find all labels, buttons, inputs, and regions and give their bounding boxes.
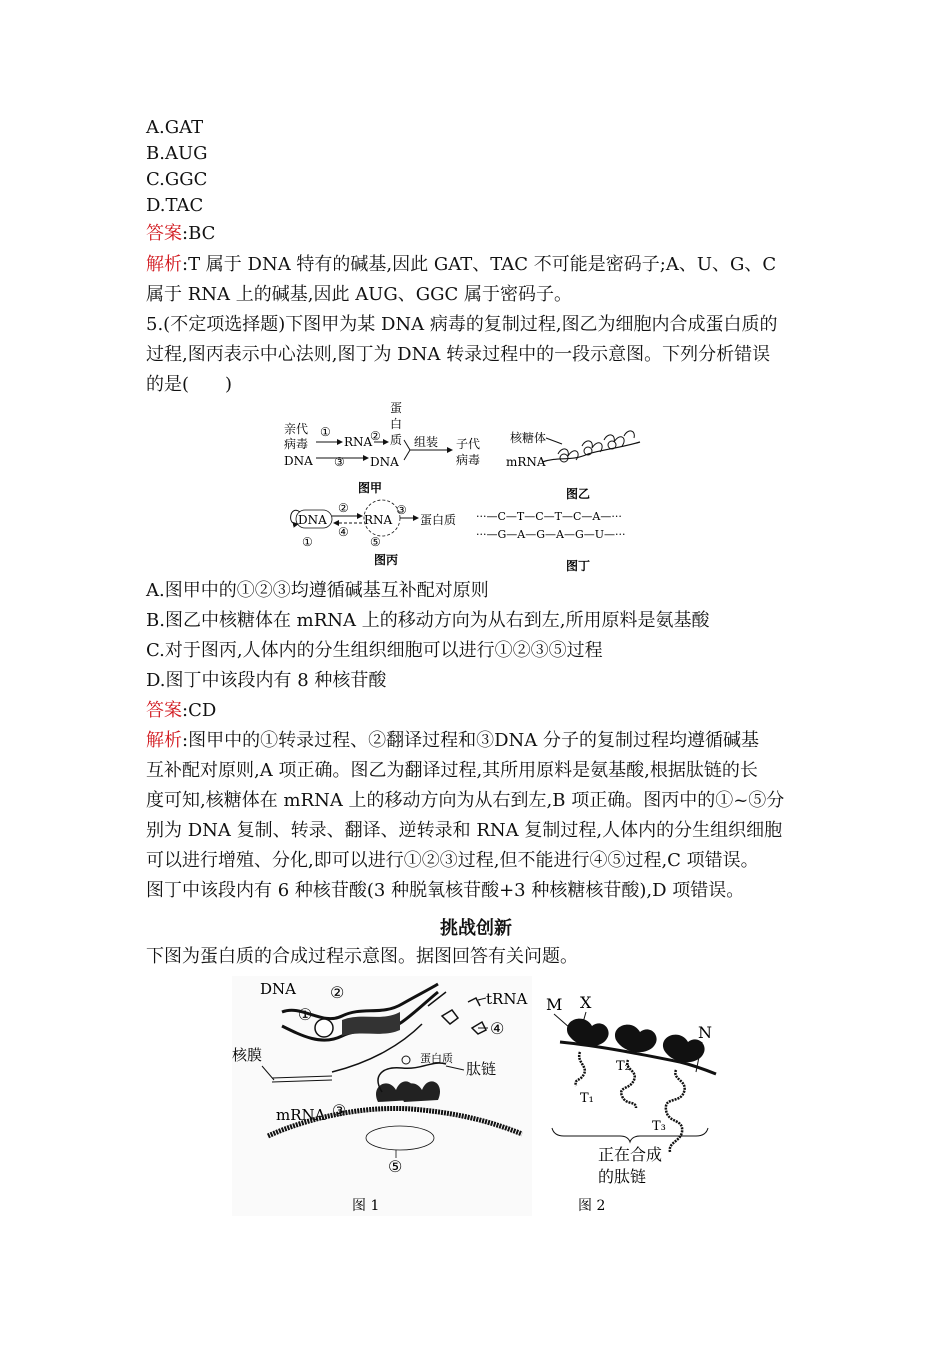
answer-value: :CD	[182, 700, 217, 721]
protein-label: 蛋白质	[420, 1052, 453, 1065]
peptide-t1	[576, 1052, 585, 1086]
number-2: ②	[330, 983, 345, 1002]
answer-value: :BC	[182, 223, 216, 244]
analysis-line: 别为 DNA 复制、转录、翻译、逆转录和 RNA 复制过程,人体内的分生组织细胞	[146, 820, 783, 841]
brace	[552, 1128, 708, 1142]
figure-1	[232, 976, 532, 1216]
option-d: D.图丁中该段内有 8 种核苷酸	[146, 670, 387, 691]
nuclear-membrane-label: 核膜	[232, 1046, 263, 1064]
assemble-label: 组装	[414, 435, 439, 449]
dna-label: DNA	[298, 513, 327, 527]
t2-label: T₂	[616, 1059, 630, 1074]
trna-label: tRNA	[486, 990, 528, 1008]
section-heading: 挑战创新	[440, 918, 512, 939]
protein-label: 白	[390, 417, 403, 431]
analysis-line: 可以进行增殖、分化,即可以进行①②③过程,但不能进行④⑤过程,C 项错误。	[146, 850, 759, 871]
x-label: X	[580, 993, 592, 1012]
figure-caption: 图丁	[566, 559, 591, 573]
m-label: M	[546, 995, 563, 1014]
number-3: ③	[332, 1101, 347, 1120]
rna-label: RNA	[364, 513, 393, 527]
figure-caption: 图 2	[578, 1198, 606, 1214]
pointer-line	[546, 438, 562, 444]
analysis-label: 解析	[146, 730, 182, 751]
answer-label: 答案	[146, 700, 182, 721]
offspring-virus-label: 子代	[456, 437, 481, 451]
peptide-being-synthesized-label: 正在合成	[598, 1145, 663, 1164]
process-1-number: ①	[320, 425, 331, 439]
process-2-number: ②	[370, 429, 381, 443]
question-stem: 的是( )	[146, 374, 233, 395]
q5-figure	[270, 396, 690, 576]
answer-label: 答案	[146, 223, 182, 244]
answer-line	[146, 223, 215, 245]
analysis-text: :图甲中的①转录过程、②翻译过程和③DNA 分子的复制过程均遵循碱基	[182, 730, 759, 751]
protein-label: 蛋白质	[420, 513, 457, 527]
t1-label: T₁	[580, 1091, 594, 1106]
protein-label: 质	[390, 433, 403, 447]
option-c: C.GGC	[146, 169, 208, 190]
peptide-label: 肽链	[466, 1060, 497, 1078]
question-stem: 5.(不定项选择题)下图甲为某 DNA 病毒的复制过程,图乙为细胞内合成蛋白质的	[146, 314, 778, 335]
protein-label: 蛋	[390, 401, 403, 415]
ribosome-label: 核糖体	[510, 431, 547, 445]
process-1-number: ①	[302, 535, 313, 549]
mrna-strand	[542, 442, 640, 462]
ribosome-2	[615, 1025, 657, 1053]
number-5: ⑤	[388, 1157, 403, 1176]
figure-caption: 图 1	[352, 1198, 380, 1214]
dna-label: DNA	[370, 455, 399, 469]
process-2-number: ②	[338, 501, 349, 515]
number-1: ①	[298, 1005, 313, 1024]
dna-label: DNA	[260, 980, 296, 998]
figure-caption: 图丙	[374, 553, 399, 567]
analysis-line	[146, 730, 759, 752]
rna-polymerase	[315, 1019, 333, 1037]
option-a: A.GAT	[146, 117, 204, 138]
analysis-text: :T 属于 DNA 特有的碱基,因此 GAT、TAC 不可能是密码子;A、U、G、C	[182, 254, 777, 275]
analysis-line: 互补配对原则,A 项正确。图乙为翻译过程,其所用原料是氨基酸,根据肽链的长	[146, 760, 758, 781]
process-4-number: ④	[338, 525, 349, 539]
analysis-line: 度可知,核糖体在 mRNA 上的移动方向为从右到左,B 项正确。图丙中的①~⑤分	[146, 790, 785, 811]
option-a: A.图甲中的①②③均遵循碱基互补配对原则	[146, 580, 489, 601]
peptide-t3	[666, 1070, 685, 1152]
option-b: B.图乙中核糖体在 mRNA 上的移动方向为从右到左,所用原料是氨基酸	[146, 610, 710, 631]
option-c: C.对于图丙,人体内的分生组织细胞可以进行①②③⑤过程	[146, 640, 603, 661]
process-3-number: ③	[396, 503, 407, 517]
mrna-label: mRNA	[506, 455, 546, 469]
dna-strand: ···—C—T—C—T—C—A—···	[476, 510, 622, 523]
rna-label: RNA	[344, 435, 373, 449]
pointer-line	[554, 1014, 570, 1028]
process-3-number: ③	[334, 455, 345, 469]
t3-label: T₃	[652, 1119, 666, 1134]
challenge-intro: 下图为蛋白质的合成过程示意图。据图回答有关问题。	[146, 946, 578, 967]
figure-2	[540, 990, 730, 1216]
analysis-line: 属于 RNA 上的碱基,因此 AUG、GGC 属于密码子。	[146, 284, 572, 305]
figure-caption: 图乙	[566, 487, 591, 501]
parent-virus-label: 亲代	[284, 422, 309, 436]
option-b: B.AUG	[146, 143, 208, 164]
offspring-virus-label: 病毒	[456, 453, 481, 467]
answer-line	[146, 700, 216, 722]
ribosome-shape	[560, 454, 568, 462]
parent-virus-label: 病毒	[284, 437, 309, 451]
figure-caption: 图甲	[358, 481, 383, 495]
mrna-label: mRNA	[276, 1106, 326, 1124]
analysis-line: 图丁中该段内有 6 种核苷酸(3 种脱氧核苷酸+3 种核糖核苷酸),D 项错误。	[146, 880, 745, 901]
ribosome-shape	[608, 441, 616, 449]
rna-strand: ···—G—A—G—A—G—U—···	[476, 528, 626, 541]
peptide-being-synthesized-label: 的肽链	[598, 1167, 647, 1186]
process-5-number: ⑤	[370, 535, 381, 549]
n-label: N	[698, 1023, 712, 1042]
analysis-line	[146, 254, 776, 276]
ribosomes	[376, 1081, 440, 1102]
number-4: ④	[490, 1019, 505, 1038]
option-d: D.TAC	[146, 195, 204, 216]
analysis-label: 解析	[146, 254, 182, 275]
question-stem: 过程,图丙表示中心法则,图丁为 DNA 转录过程中的一段示意图。下列分析错误	[146, 344, 771, 365]
merge-bracket	[404, 440, 410, 460]
peptide-chains	[558, 431, 634, 460]
parent-virus-label: DNA	[284, 454, 313, 468]
